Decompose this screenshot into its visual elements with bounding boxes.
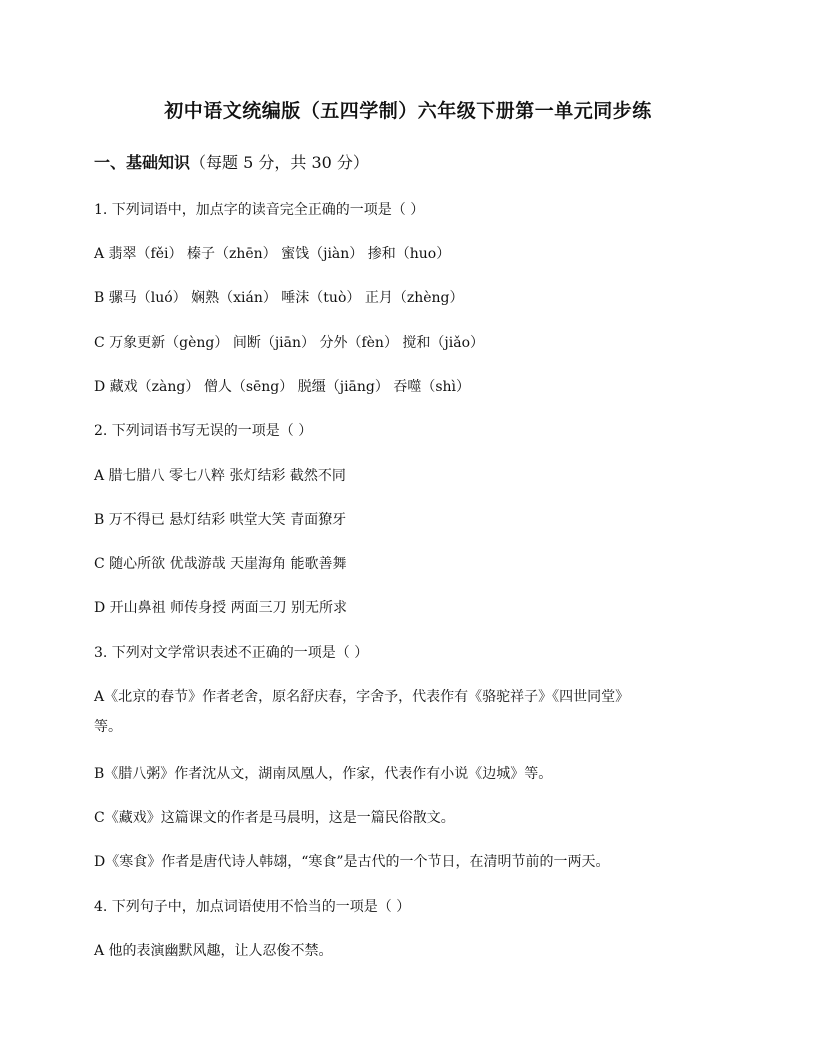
- question-4-stem: 4. 下列句子中，加点词语使用不恰当的一项是（ ）: [94, 899, 411, 915]
- question-3-option-d: D《寒食》作者是唐代诗人韩翃，“寒食”是古代的一个节日，在清明节前的一两天。: [94, 854, 610, 870]
- question-2-stem: 2. 下列词语书写无误的一项是（ ）: [94, 423, 313, 439]
- question-1-option-c: C 万象更新（gèng） 间断（jiān） 分外（fèn） 搅和（jiǎo）: [94, 335, 484, 351]
- question-3-option-c: C《藏戏》这篇课文的作者是马晨明，这是一篇民俗散文。: [94, 810, 455, 826]
- question-1-option-b: B 骡马（luó） 娴熟（xián） 唾沫（tuò） 正月（zhèng）: [94, 290, 464, 306]
- question-1-option-a: A 翡翠（fěi） 榛子（zhēn） 蜜饯（jiàn） 掺和（huo）: [94, 246, 451, 262]
- section-heading-label: 一、基础知识: [94, 153, 191, 172]
- question-1-option-d: D 藏戏（zàng） 僧人（sēng） 脱缰（jiāng） 吞噬（shì）: [94, 379, 470, 395]
- question-2-option-b: B 万不得已 悬灯结彩 哄堂大笑 青面獠牙: [94, 512, 347, 528]
- page-title: 初中语文统编版（五四学制）六年级下册第一单元同步练: [164, 100, 652, 122]
- question-3-option-a: A《北京的春节》作者老舍，原名舒庆春，字舍予，代表作有《骆驼祥子》《四世同堂》: [94, 689, 630, 705]
- section-heading-note: （每题 5 分，共 30 分）: [190, 153, 369, 172]
- question-3-option-a-continued: 等。: [94, 719, 122, 735]
- question-1-stem: 1. 下列词语中，加点字的读音完全正确的一项是（ ）: [94, 202, 425, 218]
- question-4-option-a: A 他的表演幽默风趣，让人忍俊不禁。: [94, 943, 333, 959]
- question-2-option-d: D 开山鼻祖 师传身授 两面三刀 别无所求: [94, 600, 348, 616]
- question-3-option-b: B《腊八粥》作者沈从文，湖南凤凰人，作家，代表作有小说《边城》等。: [94, 766, 553, 782]
- question-2-option-a: A 腊七腊八 零七八粹 张灯结彩 截然不同: [94, 468, 346, 484]
- section-heading: [94, 150, 369, 173]
- question-2-option-c: C 随心所欲 优哉游哉 天崖海角 能歌善舞: [94, 556, 347, 572]
- question-3-stem: 3. 下列对文学常识表述不正确的一项是（ ）: [94, 645, 369, 661]
